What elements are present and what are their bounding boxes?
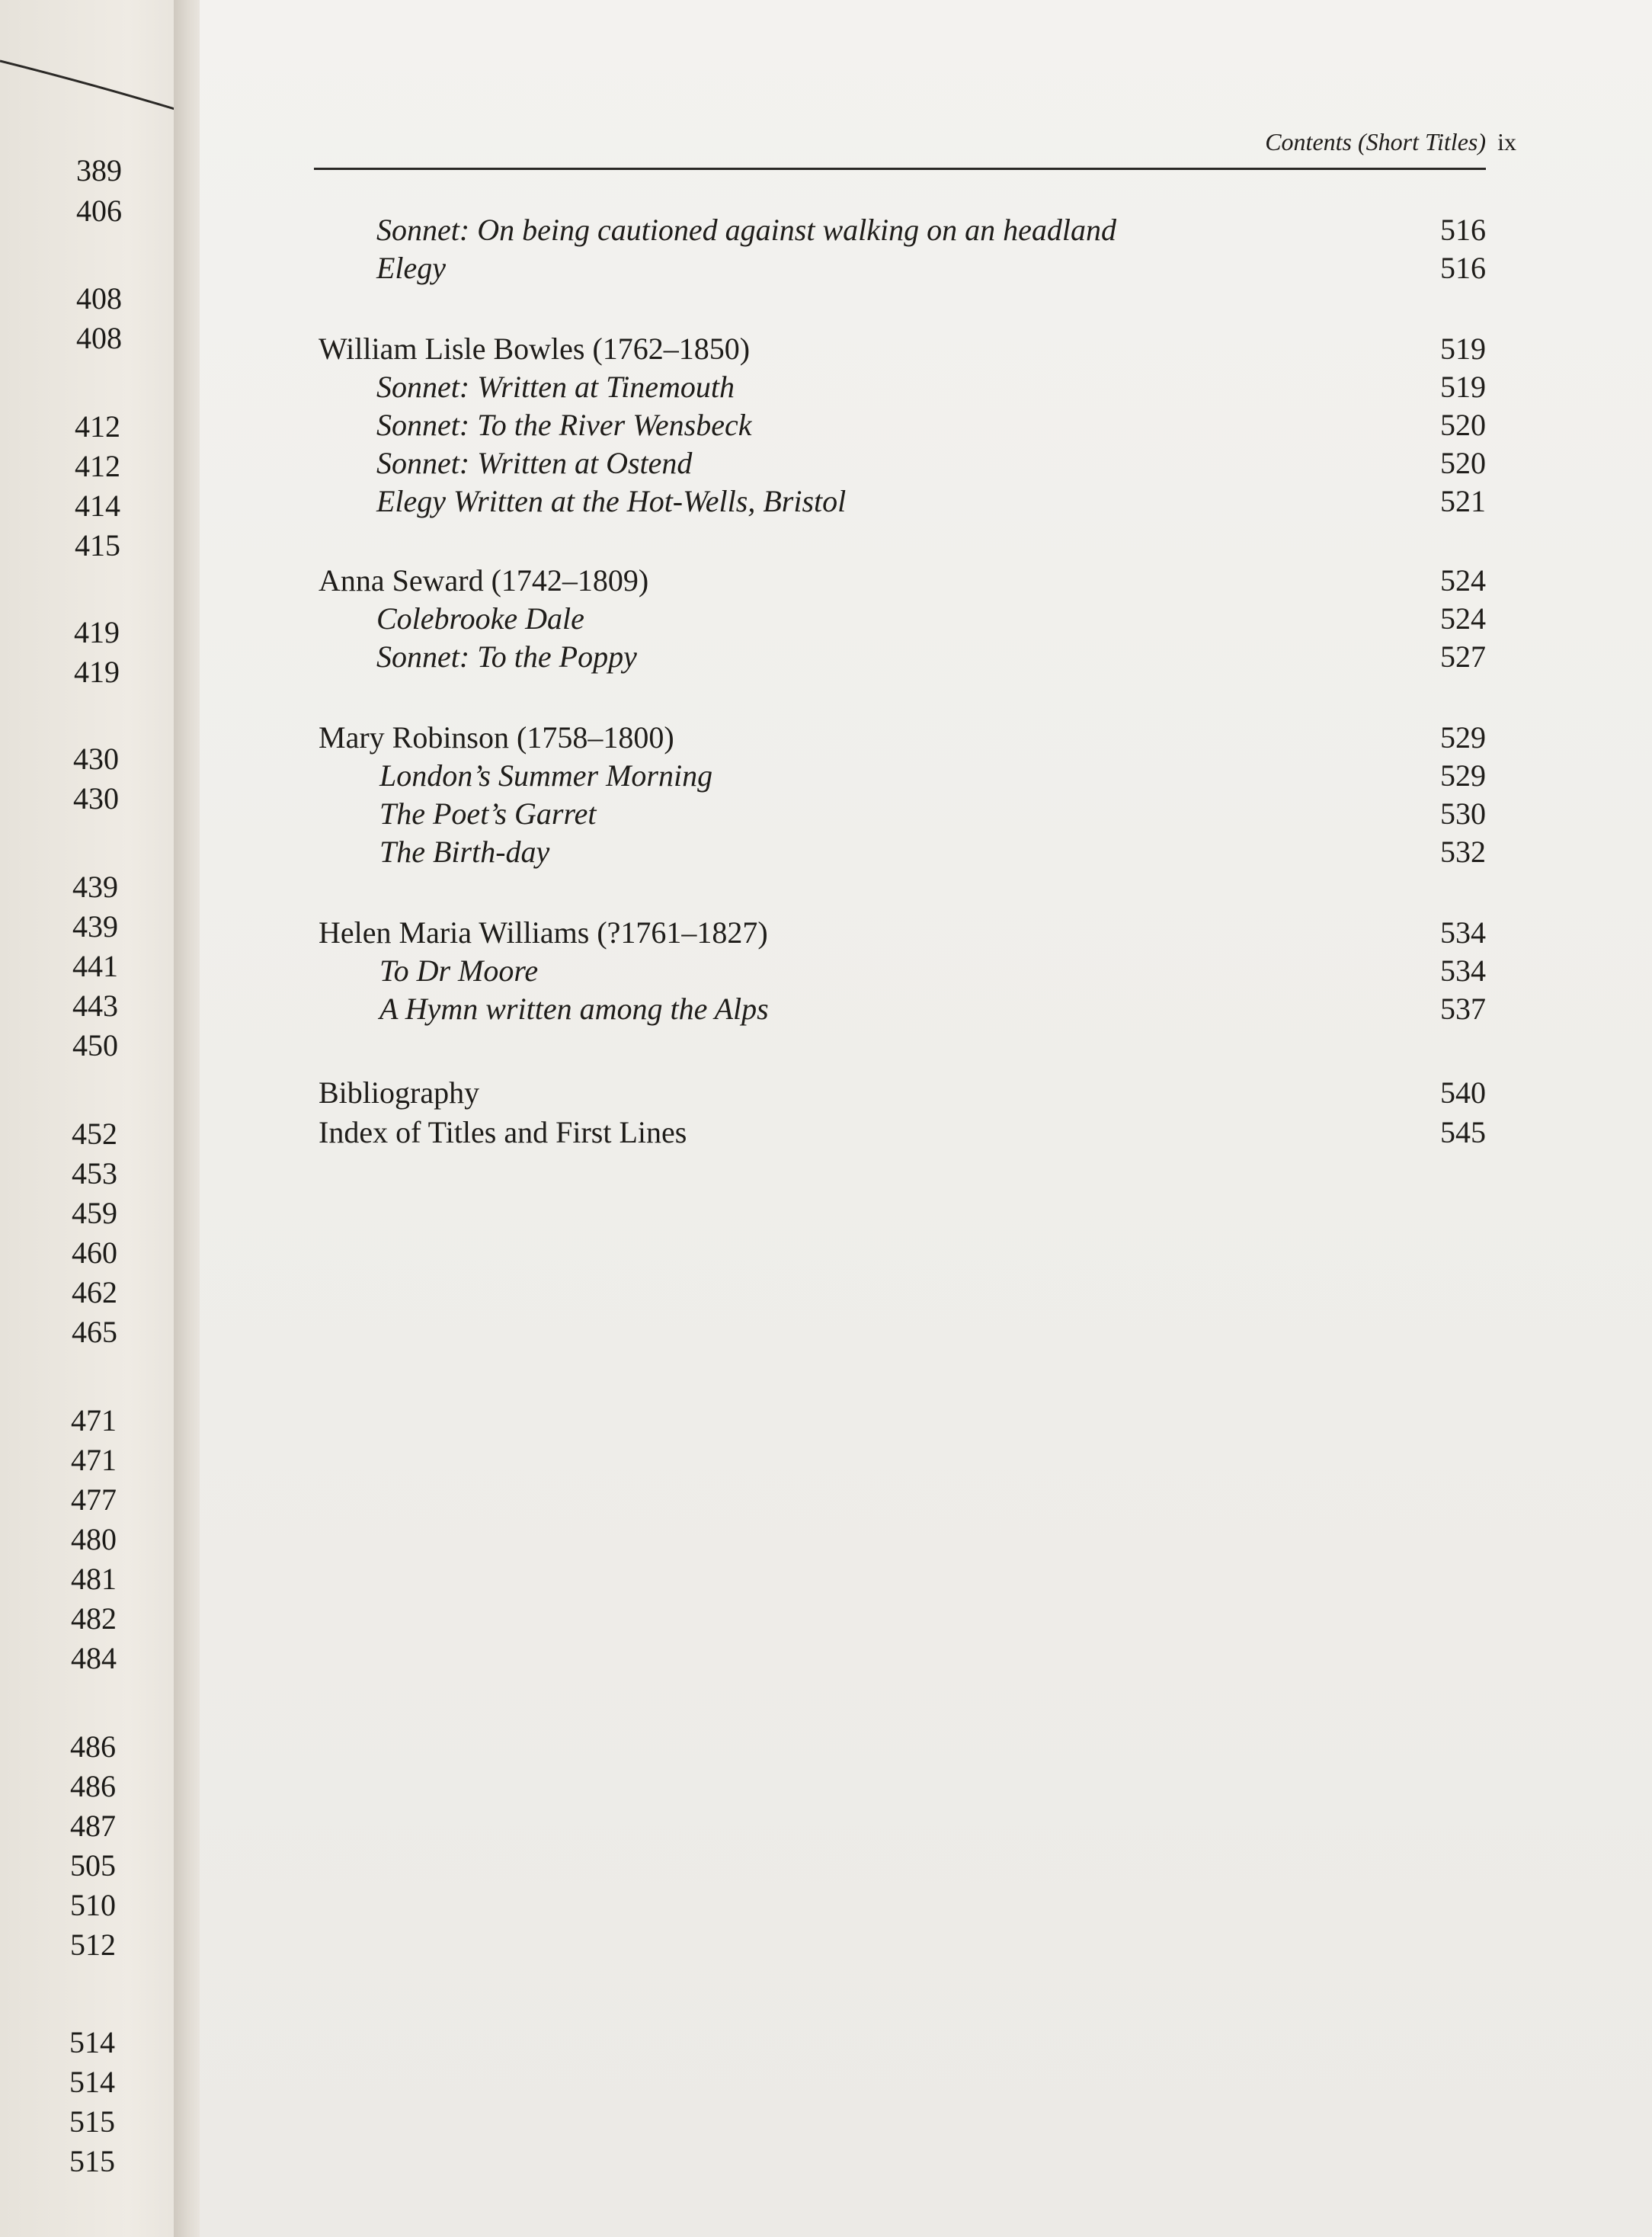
left-page-number: 487 — [70, 1809, 116, 1843]
left-page-number: 512 — [70, 1928, 116, 1962]
left-page-number: 471 — [71, 1403, 117, 1437]
entry-title: Index of Titles and First Lines — [319, 1115, 687, 1149]
entry-page: 520 — [1440, 446, 1486, 480]
left-page-number: 419 — [74, 655, 120, 689]
left-page-number: 465 — [72, 1315, 117, 1349]
folio-page-number: ix — [1497, 128, 1516, 155]
entry-page: 534 — [1440, 953, 1486, 988]
entry-page: 530 — [1440, 796, 1486, 831]
left-page-number: 412 — [75, 449, 120, 483]
entry-page: 519 — [1440, 332, 1486, 366]
author-name: William Lisle Bowles (1762–1850) — [319, 332, 751, 366]
left-page-number: 430 — [73, 742, 119, 776]
entry-title: Sonnet: To the River Wensbeck — [376, 408, 752, 442]
left-page-number: 419 — [74, 615, 120, 649]
left-page-number: 514 — [69, 2025, 115, 2059]
entry-title: Sonnet: On being cautioned against walking on an headland — [376, 213, 1116, 247]
entry-page: 537 — [1440, 992, 1486, 1026]
left-page-number: 415 — [75, 528, 120, 562]
left-page-number: 515 — [69, 2104, 115, 2139]
left-page-number: 460 — [72, 1235, 117, 1270]
entry-page: 521 — [1440, 484, 1486, 518]
author-name: Anna Seward (1742–1809) — [319, 563, 649, 598]
entry-title: The Birth-day — [379, 835, 550, 869]
left-page-number: 408 — [76, 321, 122, 355]
left-page-number: 414 — [75, 489, 120, 523]
entry-title: London’s Summer Morning — [379, 758, 713, 793]
left-page-number: 450 — [72, 1028, 118, 1062]
entry-title: Bibliography — [319, 1075, 480, 1110]
entry-title: Sonnet: Written at Ostend — [376, 446, 693, 480]
left-page-number: 389 — [76, 153, 122, 187]
left-page-number: 439 — [72, 909, 118, 944]
left-page-number: 480 — [71, 1522, 117, 1556]
entry-title: Elegy Written at the Hot-Wells, Bristol — [376, 484, 847, 518]
author-name: Mary Robinson (1758–1800) — [319, 720, 674, 755]
left-page-number: 484 — [71, 1641, 117, 1675]
entry-page: 529 — [1440, 720, 1486, 755]
entry-title: Elegy — [376, 251, 447, 285]
left-page-number: 505 — [70, 1848, 116, 1883]
entry-title: The Poet’s Garret — [379, 796, 597, 831]
left-page-number: 430 — [73, 781, 119, 816]
left-page-number: 439 — [72, 870, 118, 904]
entry-title: Sonnet: To the Poppy — [376, 639, 637, 674]
entry-page: 524 — [1440, 601, 1486, 636]
entry-page: 524 — [1440, 563, 1486, 598]
left-page-number: 471 — [71, 1443, 117, 1477]
entry-page: 520 — [1440, 408, 1486, 442]
left-page-number: 482 — [71, 1601, 117, 1636]
running-head-title: Contents (Short Titles) — [1265, 128, 1486, 155]
left-page-number: 441 — [72, 949, 118, 983]
entry-page: 545 — [1440, 1115, 1486, 1149]
left-page-number: 462 — [72, 1275, 117, 1309]
left-page-number: 406 — [76, 194, 122, 228]
left-page-number: 481 — [71, 1562, 117, 1596]
author-name: Helen Maria Williams (?1761–1827) — [319, 915, 768, 950]
left-page-number: 452 — [72, 1117, 117, 1151]
entry-page: 532 — [1440, 835, 1486, 869]
entry-page: 516 — [1440, 251, 1486, 285]
left-page-number: 515 — [69, 2144, 115, 2178]
left-page-number: 443 — [72, 989, 118, 1023]
left-page-number: 408 — [76, 281, 122, 316]
left-page-number: 514 — [69, 2065, 115, 2099]
entry-page: 529 — [1440, 758, 1486, 793]
entry-page: 527 — [1440, 639, 1486, 674]
left-page-number: 453 — [72, 1156, 117, 1191]
left-page-number: 510 — [70, 1888, 116, 1922]
left-page-number: 459 — [72, 1196, 117, 1230]
left-page-number: 412 — [75, 409, 120, 444]
facing-page-left — [0, 0, 184, 2237]
entry-title: A Hymn written among the Alps — [379, 992, 769, 1026]
entry-title: Colebrooke Dale — [376, 601, 584, 636]
entry-title: To Dr Moore — [379, 953, 539, 988]
header-rule — [314, 168, 1486, 170]
entry-page: 516 — [1440, 213, 1486, 247]
left-page-number: 486 — [70, 1729, 116, 1764]
page-edge-curve — [0, 30, 184, 137]
entry-page: 519 — [1440, 370, 1486, 404]
entry-page: 540 — [1440, 1075, 1486, 1110]
left-page-number: 486 — [70, 1769, 116, 1803]
entry-page: 534 — [1440, 915, 1486, 950]
left-page-number: 477 — [71, 1482, 117, 1517]
entry-title: Sonnet: Written at Tinemouth — [376, 370, 735, 404]
